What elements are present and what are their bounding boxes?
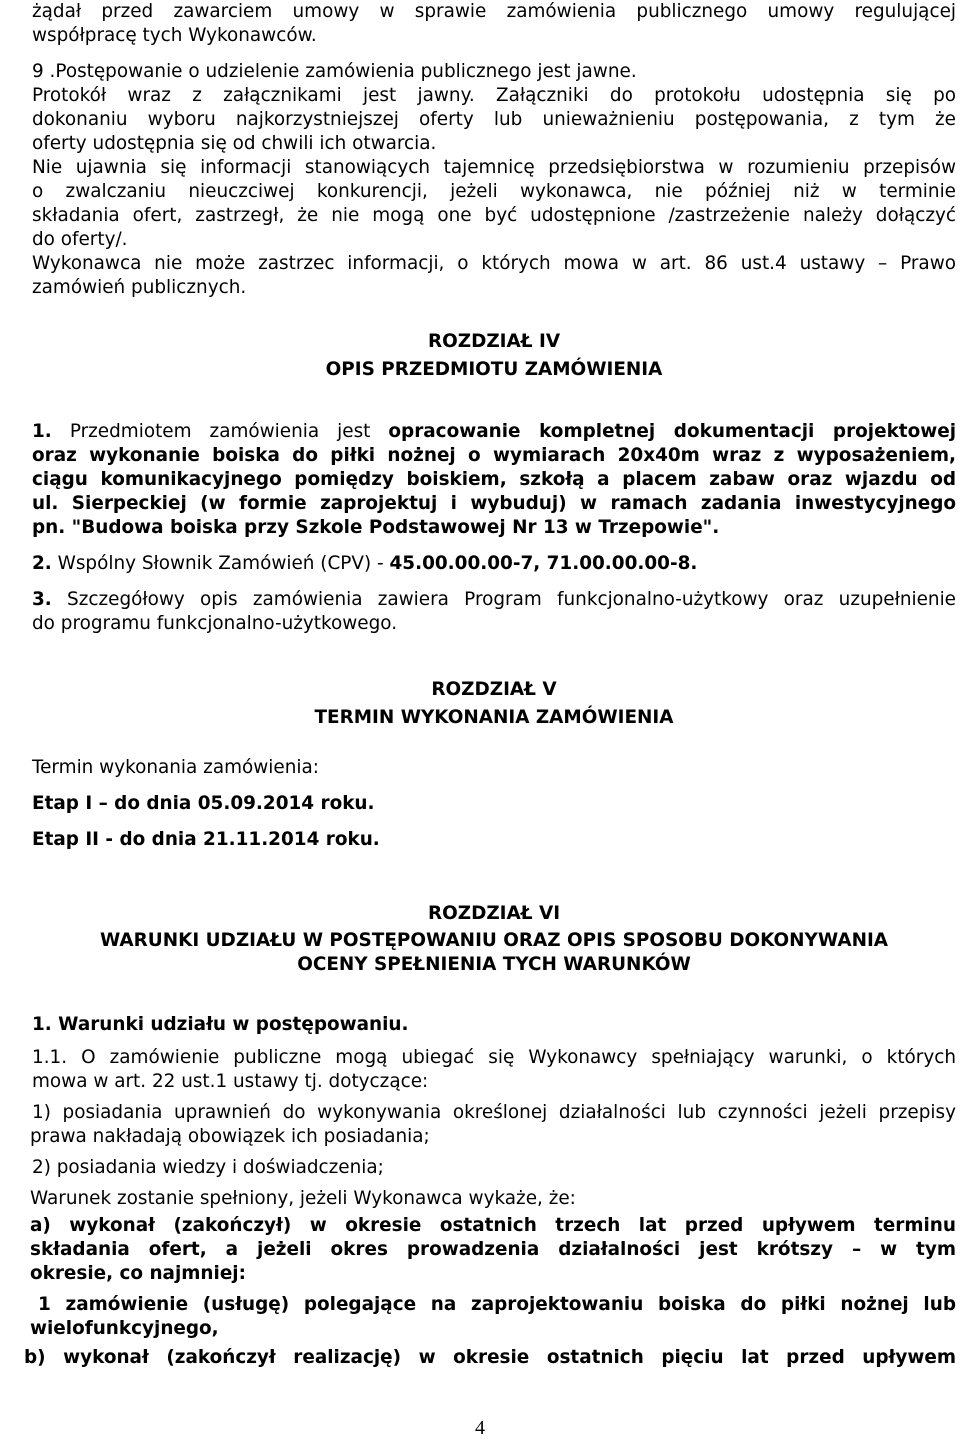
etap-2: Etap II - do dnia 21.11.2014 roku. bbox=[32, 829, 380, 850]
chapter-heading: ROZDZIAŁ VI bbox=[427, 903, 561, 924]
paragraph-line: okresie, co najmniej: bbox=[30, 1263, 246, 1284]
item-number: 3. bbox=[32, 589, 52, 610]
item-text-bold: opracowanie kompletnej dokumentacji projektowej bbox=[388, 421, 957, 442]
list-item bbox=[32, 588, 956, 612]
paragraph-line: zamówień publicznych. bbox=[32, 277, 247, 298]
paragraph-line: składania ofert, zastrzegł, że nie mogą one być udostępnione /zastrzeżenie należy dołączyć bbox=[32, 205, 956, 226]
paragraph-line: Protokół wraz z załącznikami jest jawny. Załączniki do protokołu udostępnia się po bbox=[32, 85, 956, 106]
paragraph-line: mowa w art. 22 ust.1 ustawy tj. dotyczące: bbox=[32, 1071, 429, 1092]
chapter-title: TERMIN WYKONANIA ZAMÓWIENIA bbox=[314, 707, 674, 728]
paragraph-line: oferty udostępnia się od chwili ich otwarcia. bbox=[32, 133, 437, 154]
paragraph-line: składania ofert, a jeżeli okres prowadzenia działalności jest krótszy – w tym bbox=[30, 1239, 956, 1260]
chapter-title: OCENY SPEŁNIENIA TYCH WARUNKÓW bbox=[297, 954, 691, 975]
page-number: 4 bbox=[475, 1417, 485, 1439]
paragraph-line: dokonaniu wyboru najkorzystniejszej oferty lub unieważnieniu postępowania, z tym że bbox=[32, 109, 956, 130]
item-text: Wspólny Słownik Zamówień (CPV) - bbox=[51, 553, 390, 574]
paragraph-line: oraz wykonanie boiska do piłki nożnej o wymiarach 20x40m wraz z wyposażeniem, bbox=[32, 445, 956, 466]
paragraph-line: żądał przed zawarciem umowy w sprawie zamówienia publicznego umowy regulującej bbox=[32, 1, 956, 22]
paragraph-line: do programu funkcjonalno-użytkowego. bbox=[32, 613, 398, 634]
etap-1: Etap I – do dnia 05.09.2014 roku. bbox=[32, 793, 375, 814]
chapter-title: WARUNKI UDZIAŁU W POSTĘPOWANIU ORAZ OPIS SPOSOBU DOKONYWANIA bbox=[99, 930, 889, 951]
list-item: a) wykonał (zakończył) w okresie ostatnich trzech lat przed upływem terminu bbox=[30, 1215, 956, 1236]
paragraph-line: o zwalczaniu nieuczciwej konkurencji, jeżeli wykonawca, nie później niż w terminie bbox=[32, 181, 956, 202]
paragraph-line: ciągu komunikacyjnego pomiędzy boiskiem, szkołą a placem zabaw oraz wjazdu od bbox=[32, 469, 956, 490]
paragraph-line: prawa nakładają obowiązek ich posiadania; bbox=[30, 1126, 430, 1147]
paragraph-line: współpracę tych Wykonawców. bbox=[32, 25, 317, 46]
list-item: 2) posiadania wiedzy i doświadczenia; bbox=[32, 1157, 384, 1178]
list-item bbox=[32, 552, 956, 576]
paragraph-line: 1.1. O zamówienie publiczne mogą ubiegać się Wykonawcy spełniający warunki, o których bbox=[32, 1047, 956, 1068]
paragraph-line: pn. "Budowa boiska przy Szkole Podstawowej Nr 13 w Trzepowie". bbox=[32, 517, 720, 538]
item-number: 2. bbox=[32, 553, 52, 574]
paragraph-line: ul. Sierpeckiej (w formie zaprojektuj i wybuduj) w ramach zadania inwestycyjnego bbox=[32, 493, 956, 514]
paragraph-line: 1 zamówienie (usługę) polegające na zaprojektowaniu boiska do piłki nożnej lub bbox=[38, 1294, 956, 1315]
item-text: Przedmiotem zamówienia jest bbox=[51, 421, 389, 442]
item-text: Szczegółowy opis zamówienia zawiera Program funkcjonalno-użytkowy oraz uzupełnienie bbox=[51, 589, 956, 610]
chapter-title: OPIS PRZEDMIOTU ZAMÓWIENIA bbox=[325, 359, 663, 380]
paragraph-line: Nie ujawnia się informacji stanowiących tajemnicę przedsiębiorstwa w rozumieniu przepisów bbox=[32, 157, 956, 178]
section-heading: 1. Warunki udziału w postępowaniu. bbox=[32, 1014, 409, 1035]
paragraph-line: do oferty/. bbox=[32, 229, 128, 250]
chapter-heading: ROZDZIAŁ V bbox=[431, 679, 557, 700]
termin-label: Termin wykonania zamówienia: bbox=[32, 757, 319, 778]
paragraph-line: wielofunkcyjnego, bbox=[30, 1318, 219, 1339]
cpv-codes: 45.00.00.00-7, 71.00.00.00-8. bbox=[389, 553, 698, 574]
paragraph-line: 9 .Postępowanie o udzielenie zamówienia publicznego jest jawne. bbox=[32, 61, 637, 82]
paragraph-line: Warunek zostanie spełniony, jeżeli Wykonawca wykaże, że: bbox=[30, 1188, 576, 1209]
list-item: b) wykonał (zakończył realizację) w okresie ostatnich pięciu lat przed upływem bbox=[24, 1347, 956, 1368]
list-item bbox=[32, 420, 956, 444]
item-number: 1. bbox=[32, 421, 52, 442]
list-item: 1) posiadania uprawnień do wykonywania określonej działalności lub czynności jeżeli przepisy bbox=[32, 1102, 956, 1123]
chapter-heading: ROZDZIAŁ IV bbox=[427, 331, 561, 352]
paragraph-line: Wykonawca nie może zastrzec informacji, o których mowa w art. 86 ust.4 ustawy – Prawo bbox=[32, 253, 956, 274]
